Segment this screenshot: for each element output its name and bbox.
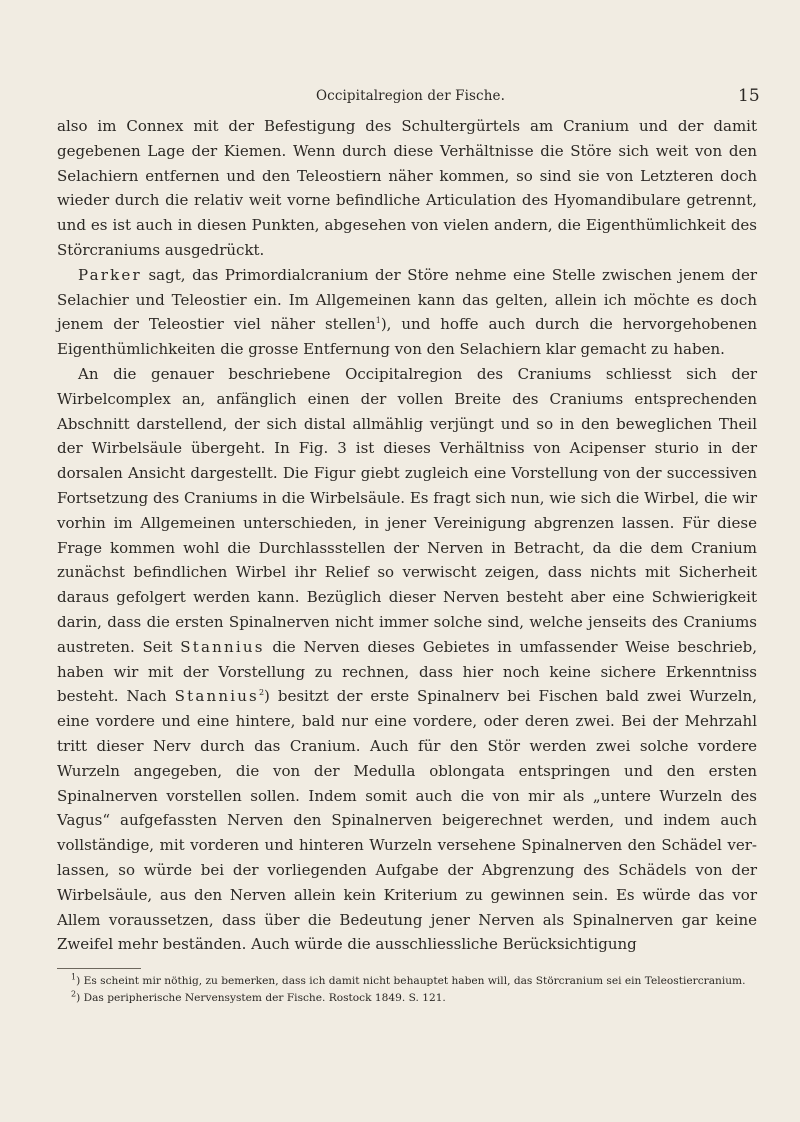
footnote-rule [57, 968, 141, 969]
main-text [57, 114, 757, 957]
paragraph-2-text-b: ), und hoffe auch durch die hervorgehobenen Eigenthümlichkeiten die grosse Entfernung von den Selachiern klar gemacht zu haben. [57, 315, 757, 359]
author-name-stannius-2: Stannius [174, 687, 259, 706]
footnote-ref-1: 1 [375, 316, 381, 326]
author-name-parker: Parker [78, 265, 142, 284]
footnotes [57, 973, 757, 1007]
footnote-2 [57, 990, 757, 1007]
footnote-1-marker: 1 [71, 972, 77, 982]
paragraph-2 [57, 263, 757, 362]
page-number: 15 [738, 86, 760, 106]
paragraph-3-text-a: An die genauer beschriebene Occipitalregion des Craniums schliesst sich der Wirbelcomplex an, anfänglich einen der vollen Breite des Craniums entsprechenden Abschnitt darstellend, der sich distal allmählig verjüngt und so in den beweglichen Theil der Wirbelsäule übergeht. In Fig. 3 ist dieses Verhältniss von Acipenser sturio in der dorsalen Ansicht dargestellt. Die Figur giebt zugleich eine Vorstellung von der successiven Fortsetzung des Craniums in die Wirbelsäule. Es fragt sich nun, wie sich die Wirbel, die wir vorhin im Allgemeinen unterschieden, in jener Vereinigung abgrenzen lassen. Für diese Frage kommen wohl die Durchlassstellen der Nerven in Betracht, da die dem Cranium zunächst befindlichen Wirbel ihr Relief so verwischt zeigen, dass nichts mit Sicherheit daraus gefolgert werden kann. Bezüglich dieser Nerven besteht aber eine Schwierigkeit darin, dass die ersten Spinalnerven nicht immer solche sind, welche jenseits des Craniums austreten. Seit [57, 364, 757, 656]
running-header [0, 82, 800, 112]
footnote-2-marker: 2 [71, 989, 77, 999]
footnote-1-text: ) Es scheint mir nöthig, zu bemerken, dass ich damit nicht behauptet haben will, das Störcranium sei ein Teleostiercranium. [76, 975, 746, 987]
author-name-stannius: Stannius [180, 637, 265, 656]
paragraph-1 [57, 114, 757, 263]
running-title: Occipitalregion der Fische. [316, 88, 505, 104]
paragraph-3-text-c: ) besitzt der erste Spinalnerv bei Fischen bald zwei Wurzeln, eine vordere und eine hintere, bald nur eine vordere, oder deren zwei. Bei der Mehrzahl tritt dieser Nerv durch das Cranium. Auch für den Stör werden zwei solche vordere Wurzeln angegeben, die von der Medulla oblongata entspringen und den ersten Spinalnerven vorstellen sollen. Indem somit auch die von mir als „untere Wurzeln des Vagus“ aufgefassten Nerven den Spinalnerven beigerechnet werden, und indem auch vollständige, mit vorderen und hinteren Wurzeln versehene Spinalnerven den Schädel verlassen, so würde bei der vorliegenden Aufgabe der Abgrenzung des Schädels von der Wirbelsäule, aus den Nerven allein kein Kriterium zu gewinnen sein. Es würde das vor Allem voraussetzen, dass über die Bedeutung jener Nerven als Spinalnerven gar keine Zweifel mehr beständen. Auch würde die ausschliessliche Berücksichtigung [57, 687, 757, 954]
paragraph-2-text-a: sagt, das Primordialcranium der Störe nehme eine Stelle zwischen jenem der Selachier und Teleostier ein. Im Allgemeinen kann das gelten, allein ich möchte es doch jenem der Teleostier viel näher stellen [57, 265, 757, 334]
footnote-ref-2: 2 [258, 688, 265, 698]
footnote-1 [57, 973, 757, 990]
paragraph-3-text-b: die Nerven dieses Gebietes in umfassender Weise beschrieb, haben wir mit der Vorstellung zu rechnen, dass hier noch keine sichere Erkenntniss besteht. Nach [57, 637, 757, 706]
paragraph-3 [57, 362, 757, 957]
paragraph-1-text: also im Connex mit der Befestigung des Schultergürtels am Cranium und der damit gegebenen Lage der Kiemen. Wenn durch diese Verhältnisse die Störe sich weit von den Selachiern entfernen und den Teleostiern näher kommen, so sind sie von Letzteren doch wieder durch die relativ weit vorne befindliche Articulation des Hyomandibulare getrennt, und es ist auch in diesen Punkten, abgesehen von vielen andern, die Eigenthümlichkeit des Störcraniums ausgedrückt. [57, 117, 757, 259]
footnote-2-text: ) Das peripherische Nervensystem der Fische. Rostock 1849. S. 121. [76, 992, 446, 1004]
